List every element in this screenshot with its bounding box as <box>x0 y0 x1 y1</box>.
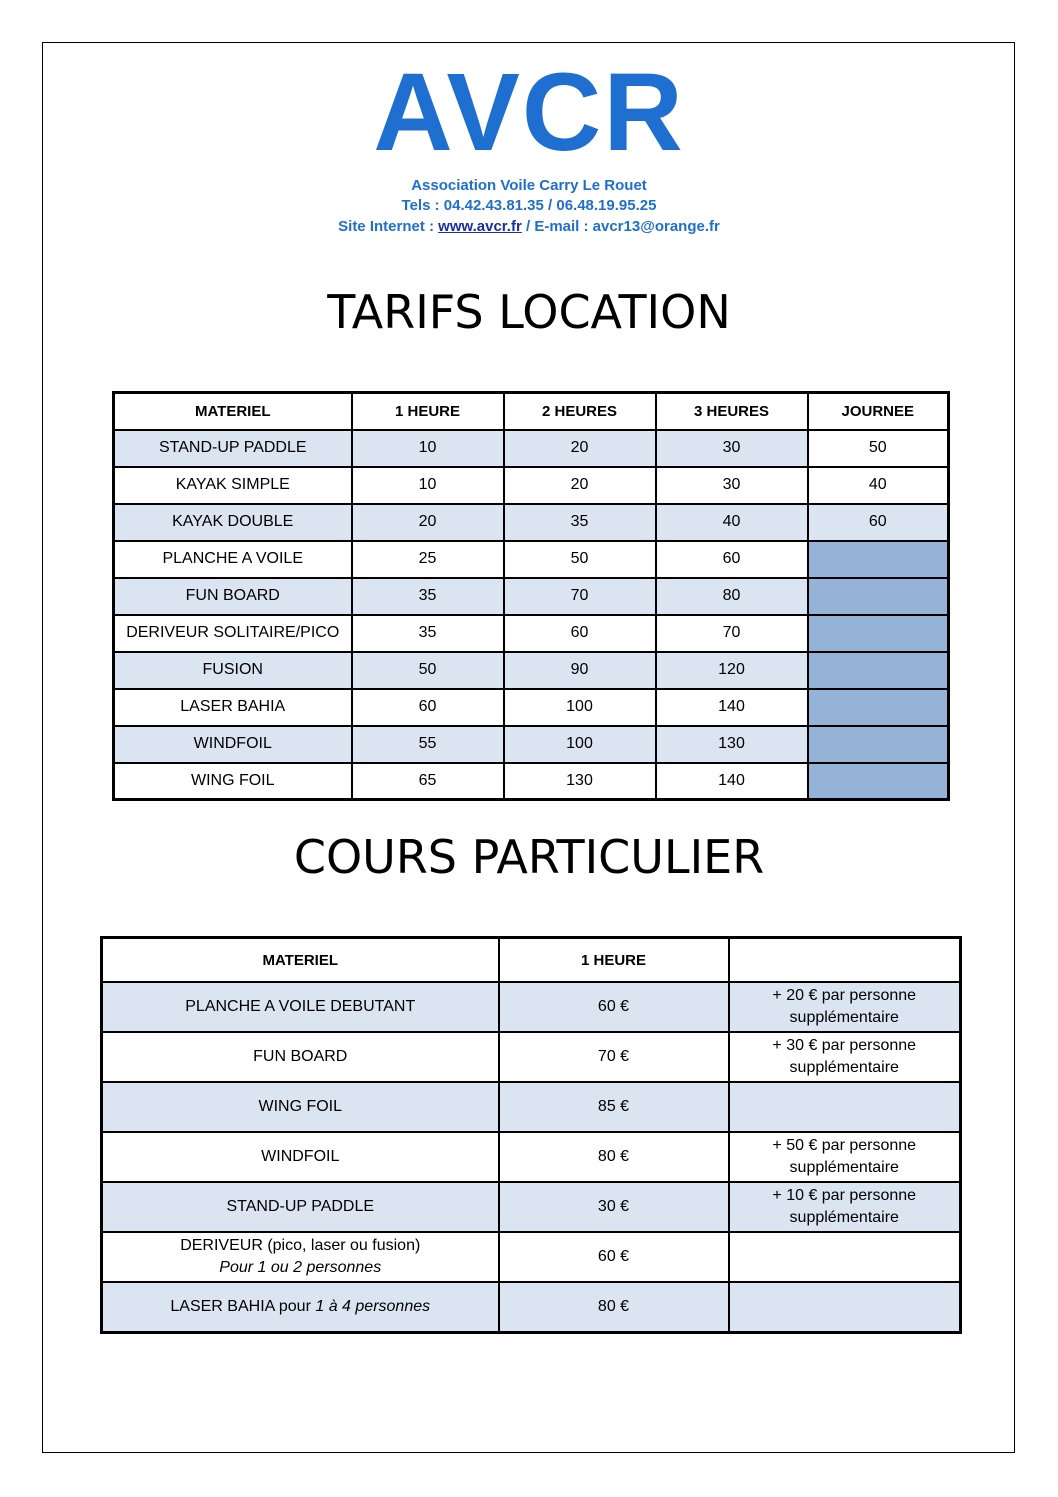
column-header: MATERIEL <box>102 938 499 983</box>
materiel-cell: DERIVEUR SOLITAIRE/PICO <box>114 615 352 652</box>
table-row <box>102 1182 961 1232</box>
price-cell: 65 <box>352 763 504 800</box>
price-cell: 40 <box>808 467 949 504</box>
materiel-cell: WING FOIL <box>102 1082 499 1132</box>
contact-line <box>0 216 1058 237</box>
materiel-cell: WINDFOIL <box>102 1132 499 1182</box>
materiel-cell: KAYAK SIMPLE <box>114 467 352 504</box>
price-cell: 55 <box>352 726 504 763</box>
empty-journee-cell <box>808 652 949 689</box>
materiel-cell <box>102 1282 499 1333</box>
phone-numbers: Tels : 04.42.43.81.35 / 06.48.19.95.25 <box>401 197 657 214</box>
price-cell: 60 <box>504 615 656 652</box>
price-cell: 130 <box>504 763 656 800</box>
materiel-cell <box>102 1232 499 1282</box>
site-label: Site Internet : <box>338 218 439 235</box>
price-cell: 80 <box>656 578 808 615</box>
table-row <box>102 1232 961 1282</box>
table-row <box>114 578 949 615</box>
price-cell: 10 <box>352 430 504 467</box>
table-row <box>102 1132 961 1182</box>
table-row <box>114 652 949 689</box>
column-header: 1 HEURE <box>352 393 504 430</box>
price-cell: 10 <box>352 467 504 504</box>
supplement-text: supplémentaire <box>789 1059 899 1076</box>
table-row <box>114 541 949 578</box>
price-cell: 80 € <box>499 1282 729 1333</box>
column-header: JOURNEE <box>808 393 949 430</box>
price-cell: 100 <box>504 726 656 763</box>
empty-journee-cell <box>808 541 949 578</box>
table-row <box>114 726 949 763</box>
supplement-text: supplémentaire <box>789 1209 899 1226</box>
column-header: 2 HEURES <box>504 393 656 430</box>
avcr-logo: AVCR <box>373 51 685 174</box>
cours-particulier-title: COURS PARTICULIER <box>293 830 765 884</box>
price-cell: 60 <box>656 541 808 578</box>
cours-header-row <box>102 938 961 983</box>
price-cell: 70 € <box>499 1032 729 1082</box>
price-cell: 100 <box>504 689 656 726</box>
price-cell: 50 <box>352 652 504 689</box>
price-cell: 35 <box>352 615 504 652</box>
price-cell: 120 <box>656 652 808 689</box>
table-row <box>102 1032 961 1082</box>
price-cell: 60 € <box>499 982 729 1032</box>
table-row <box>114 689 949 726</box>
column-header <box>729 938 961 983</box>
price-cell: 80 € <box>499 1132 729 1182</box>
price-cell: 60 <box>352 689 504 726</box>
materiel-note: Pour 1 ou 2 personnes <box>219 1259 382 1276</box>
supplement-cell <box>729 1082 961 1132</box>
column-header: 1 HEURE <box>499 938 729 983</box>
supplement-text: + 20 € par personne <box>772 987 917 1004</box>
supplement-text: + 30 € par personne <box>772 1037 917 1054</box>
price-cell: 30 € <box>499 1182 729 1232</box>
price-cell: 140 <box>656 763 808 800</box>
tarifs-location-title: TARIFS LOCATION <box>327 285 731 339</box>
table-row <box>102 982 961 1032</box>
supplement-cell <box>729 1132 961 1182</box>
table-row <box>102 1282 961 1333</box>
price-cell: 20 <box>504 467 656 504</box>
price-cell: 140 <box>656 689 808 726</box>
price-cell: 90 <box>504 652 656 689</box>
price-cell: 20 <box>504 430 656 467</box>
supplement-text: + 10 € par personne <box>772 1187 917 1204</box>
supplement-text: + 50 € par personne <box>772 1137 917 1154</box>
supplement-cell <box>729 1282 961 1333</box>
materiel-cell: STAND-UP PADDLE <box>102 1182 499 1232</box>
materiel-cell: STAND-UP PADDLE <box>114 430 352 467</box>
price-cell: 35 <box>352 578 504 615</box>
materiel-cell: KAYAK DOUBLE <box>114 504 352 541</box>
table-row <box>114 467 949 504</box>
column-header: MATERIEL <box>114 393 352 430</box>
empty-journee-cell <box>808 763 949 800</box>
cours-table <box>100 936 962 1334</box>
supplement-cell <box>729 982 961 1032</box>
materiel-cell: LASER BAHIA <box>114 689 352 726</box>
price-cell: 35 <box>504 504 656 541</box>
price-cell: 85 € <box>499 1082 729 1132</box>
materiel-text: LASER BAHIA pour <box>170 1298 316 1315</box>
price-cell: 130 <box>656 726 808 763</box>
table-row <box>114 430 949 467</box>
empty-journee-cell <box>808 726 949 763</box>
materiel-text: DERIVEUR (pico, laser ou fusion) <box>180 1237 421 1254</box>
materiel-cell: FUSION <box>114 652 352 689</box>
price-cell: 60 € <box>499 1232 729 1282</box>
materiel-cell: FUN BOARD <box>114 578 352 615</box>
location-header-row <box>114 393 949 430</box>
materiel-cell: WINDFOIL <box>114 726 352 763</box>
price-cell: 30 <box>656 467 808 504</box>
column-header: 3 HEURES <box>656 393 808 430</box>
association-name: Association Voile Carry Le Rouet <box>411 177 647 194</box>
table-row <box>102 1082 961 1132</box>
materiel-cell: PLANCHE A VOILE <box>114 541 352 578</box>
empty-journee-cell <box>808 615 949 652</box>
price-cell: 50 <box>504 541 656 578</box>
price-cell: 50 <box>808 430 949 467</box>
price-cell: 70 <box>504 578 656 615</box>
supplement-cell <box>729 1182 961 1232</box>
price-cell: 30 <box>656 430 808 467</box>
email-text: / E-mail : avcr13@orange.fr <box>521 218 720 235</box>
price-cell: 60 <box>808 504 949 541</box>
empty-journee-cell <box>808 689 949 726</box>
table-row <box>114 615 949 652</box>
table-row <box>114 504 949 541</box>
price-cell: 40 <box>656 504 808 541</box>
supplement-cell <box>729 1032 961 1082</box>
table-row <box>114 763 949 800</box>
price-cell: 25 <box>352 541 504 578</box>
materiel-cell: FUN BOARD <box>102 1032 499 1082</box>
materiel-cell: PLANCHE A VOILE DEBUTANT <box>102 982 499 1032</box>
supplement-text: supplémentaire <box>789 1009 899 1026</box>
empty-journee-cell <box>808 578 949 615</box>
supplement-text: supplémentaire <box>789 1159 899 1176</box>
materiel-cell: WING FOIL <box>114 763 352 800</box>
supplement-cell <box>729 1232 961 1282</box>
materiel-note: 1 à 4 personnes <box>315 1298 431 1315</box>
location-table <box>112 391 950 801</box>
price-cell: 20 <box>352 504 504 541</box>
price-cell: 70 <box>656 615 808 652</box>
website-link[interactable]: www.avcr.fr <box>438 218 522 235</box>
